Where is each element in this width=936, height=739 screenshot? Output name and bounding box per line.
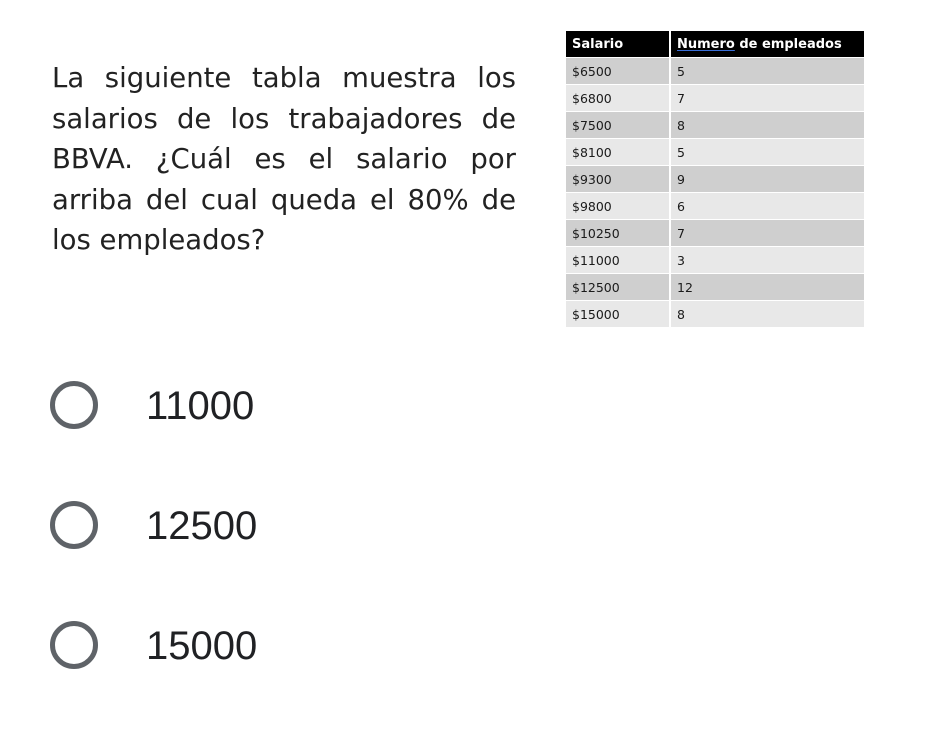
table-row — [566, 247, 864, 274]
salary-cell: $11000 — [566, 247, 670, 274]
option-label[interactable]: 11000 — [146, 384, 255, 428]
table-row — [566, 112, 864, 139]
table-row — [566, 166, 864, 193]
count-cell: 8 — [670, 301, 864, 328]
salary-cell: $6800 — [566, 85, 670, 112]
option-label[interactable]: 12500 — [146, 504, 258, 548]
option-label[interactable]: 15000 — [146, 624, 258, 668]
header-employee-count-underlined: Numero — [677, 36, 735, 52]
option-11000[interactable] — [50, 380, 350, 440]
salary-cell: $8100 — [566, 139, 670, 166]
salary-cell: $9800 — [566, 193, 670, 220]
table-row — [566, 274, 864, 301]
salary-cell: $9300 — [566, 166, 670, 193]
table-row — [566, 139, 864, 166]
radio-button[interactable] — [50, 621, 98, 669]
table-row — [566, 193, 864, 220]
table-row — [566, 85, 864, 112]
header-employee-count-rest: de empleados — [734, 36, 842, 52]
salary-cell: $12500 — [566, 274, 670, 301]
salary-cell: $15000 — [566, 301, 670, 328]
count-cell: 12 — [670, 274, 864, 301]
count-cell: 5 — [670, 139, 864, 166]
salary-table — [566, 31, 864, 327]
radio-button[interactable] — [50, 381, 98, 429]
salary-cell: $10250 — [566, 220, 670, 247]
header-employee-count — [670, 31, 864, 58]
count-cell: 5 — [670, 58, 864, 85]
salary-table-image — [566, 31, 864, 327]
salary-cell: $7500 — [566, 112, 670, 139]
count-cell: 8 — [670, 112, 864, 139]
option-12500[interactable] — [50, 500, 350, 560]
count-cell: 7 — [670, 85, 864, 112]
count-cell: 3 — [670, 247, 864, 274]
salary-cell: $6500 — [566, 58, 670, 85]
table-row — [566, 301, 864, 328]
table-row — [566, 58, 864, 85]
count-cell: 7 — [670, 220, 864, 247]
count-cell: 6 — [670, 193, 864, 220]
option-15000[interactable] — [50, 620, 350, 680]
header-salary: Salario — [566, 31, 670, 58]
radio-button[interactable] — [50, 501, 98, 549]
question-text: La siguiente tabla muestra los salarios de los trabajadores de BBVA. ¿Cuál es el salario por arriba del cual queda el 80% de los empleados? — [52, 62, 516, 256]
count-cell: 9 — [670, 166, 864, 193]
table-header-row — [566, 31, 864, 58]
table-row — [566, 220, 864, 247]
